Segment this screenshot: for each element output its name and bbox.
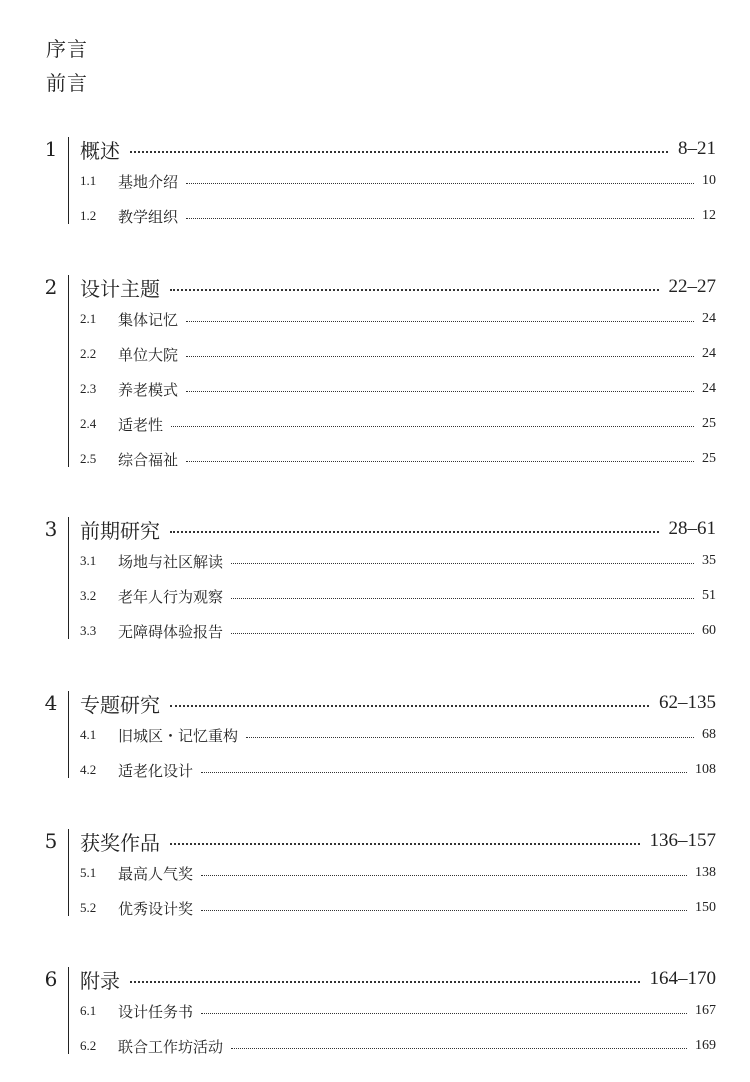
section-page: 51	[702, 588, 716, 603]
front-matter-foreword[interactable]: 前言	[46, 71, 88, 95]
section-page: 10	[702, 173, 716, 188]
dot-leader	[130, 981, 640, 983]
chapter-rule	[68, 137, 69, 224]
chapter-page-range: 8–21	[678, 138, 716, 159]
section-page: 25	[702, 451, 716, 466]
dot-leader	[171, 426, 694, 427]
chapter-entry[interactable]	[80, 137, 716, 161]
chapter-title: 专题研究	[80, 692, 160, 717]
chapter-title: 前期研究	[80, 518, 160, 543]
section-entry[interactable]	[80, 760, 716, 780]
dot-leader	[231, 1048, 687, 1049]
dot-leader	[186, 391, 694, 392]
section-page: 150	[695, 900, 716, 915]
section-entry[interactable]	[80, 1001, 716, 1021]
dot-leader	[130, 151, 668, 153]
chapter-entry[interactable]	[80, 517, 716, 541]
section-entry[interactable]	[80, 725, 716, 745]
section-title: 综合福祉	[118, 450, 179, 469]
chapter-entry[interactable]	[80, 829, 716, 853]
section-page: 169	[695, 1038, 716, 1053]
section-title: 养老模式	[118, 380, 179, 399]
section-number: 2.1	[80, 311, 97, 326]
dot-leader	[231, 563, 694, 564]
section-entry[interactable]	[80, 1036, 716, 1056]
chapter-title: 附录	[80, 968, 120, 993]
chapter-rule	[68, 967, 69, 1054]
dot-leader	[231, 598, 694, 599]
chapter-entry[interactable]	[80, 967, 716, 991]
section-page: 35	[702, 553, 716, 568]
section-title: 联合工作坊活动	[118, 1037, 224, 1056]
dot-leader	[246, 737, 694, 738]
section-page: 24	[702, 346, 716, 361]
section-title: 最高人气奖	[118, 864, 194, 883]
dot-leader	[170, 843, 640, 845]
section-title: 老年人行为观察	[118, 587, 224, 606]
section-entry[interactable]	[80, 206, 716, 226]
chapter-rule	[68, 829, 69, 916]
section-page: 167	[695, 1003, 716, 1018]
dot-leader	[170, 705, 649, 707]
section-number: 3.1	[80, 553, 97, 568]
section-entry[interactable]	[80, 621, 716, 641]
dot-leader	[186, 183, 694, 184]
chapter-title: 设计主题	[80, 276, 160, 301]
section-title: 单位大院	[118, 345, 179, 364]
section-entry[interactable]	[80, 344, 716, 364]
chapter-page-range: 136–157	[649, 830, 716, 851]
section-number: 2.3	[80, 381, 97, 396]
section-number: 4.2	[80, 762, 97, 777]
dot-leader	[231, 633, 694, 634]
chapter-rule	[68, 517, 69, 639]
chapter-title: 获奖作品	[80, 830, 160, 855]
chapter-page-range: 164–170	[649, 968, 716, 989]
dot-leader	[201, 772, 687, 773]
chapter-page-range: 28–61	[668, 518, 716, 539]
chapter-number: 3	[44, 517, 58, 541]
section-title: 教学组织	[118, 207, 179, 226]
front-matter-preface[interactable]: 序言	[46, 37, 88, 61]
section-number: 5.1	[80, 865, 97, 880]
chapter-page-range: 62–135	[659, 692, 716, 713]
section-title: 适老性	[118, 415, 164, 434]
dot-leader	[201, 875, 687, 876]
section-entry[interactable]	[80, 309, 716, 329]
section-title: 适老化设计	[118, 761, 194, 780]
section-entry[interactable]	[80, 898, 716, 918]
chapter-entry[interactable]	[80, 275, 716, 299]
chapter-number: 2	[44, 275, 58, 299]
section-entry[interactable]	[80, 863, 716, 883]
section-entry[interactable]	[80, 414, 716, 434]
section-number: 2.5	[80, 451, 97, 466]
section-page: 108	[695, 762, 716, 777]
dot-leader	[170, 531, 659, 533]
section-entry[interactable]	[80, 551, 716, 571]
section-title: 集体记忆	[118, 310, 179, 329]
dot-leader	[170, 289, 659, 291]
section-number: 2.2	[80, 346, 97, 361]
dot-leader	[201, 910, 687, 911]
section-number: 1.1	[80, 173, 97, 188]
chapter-number: 4	[44, 691, 58, 715]
dot-leader	[186, 218, 694, 219]
section-entry[interactable]	[80, 379, 716, 399]
chapter-number: 6	[44, 967, 58, 991]
dot-leader	[186, 356, 694, 357]
section-title: 优秀设计奖	[118, 899, 194, 918]
section-number: 4.1	[80, 727, 97, 742]
section-title: 设计任务书	[118, 1002, 194, 1021]
section-number: 3.3	[80, 623, 97, 638]
section-page: 24	[702, 311, 716, 326]
chapter-number: 5	[44, 829, 58, 853]
section-entry[interactable]	[80, 449, 716, 469]
section-title: 旧城区・记忆重构	[118, 726, 239, 745]
chapter-page-range: 22–27	[668, 276, 716, 297]
section-title: 无障碍体验报告	[118, 622, 224, 641]
section-number: 1.2	[80, 208, 97, 223]
section-page: 12	[702, 208, 716, 223]
section-title: 基地介绍	[118, 172, 179, 191]
dot-leader	[186, 321, 694, 322]
chapter-title: 概述	[80, 138, 120, 163]
chapter-entry[interactable]	[80, 691, 716, 715]
dot-leader	[186, 461, 694, 462]
section-number: 2.4	[80, 416, 97, 431]
section-page: 68	[702, 727, 716, 742]
section-number: 5.2	[80, 900, 97, 915]
section-page: 138	[695, 865, 716, 880]
section-number: 6.2	[80, 1038, 97, 1053]
dot-leader	[201, 1013, 687, 1014]
section-entry[interactable]	[80, 586, 716, 606]
section-title: 场地与社区解读	[118, 552, 224, 571]
section-number: 6.1	[80, 1003, 97, 1018]
chapter-number: 1	[44, 137, 58, 161]
section-number: 3.2	[80, 588, 97, 603]
section-page: 60	[702, 623, 716, 638]
chapter-rule	[68, 691, 69, 778]
section-page: 25	[702, 416, 716, 431]
chapter-rule	[68, 275, 69, 467]
section-entry[interactable]	[80, 171, 716, 191]
section-page: 24	[702, 381, 716, 396]
